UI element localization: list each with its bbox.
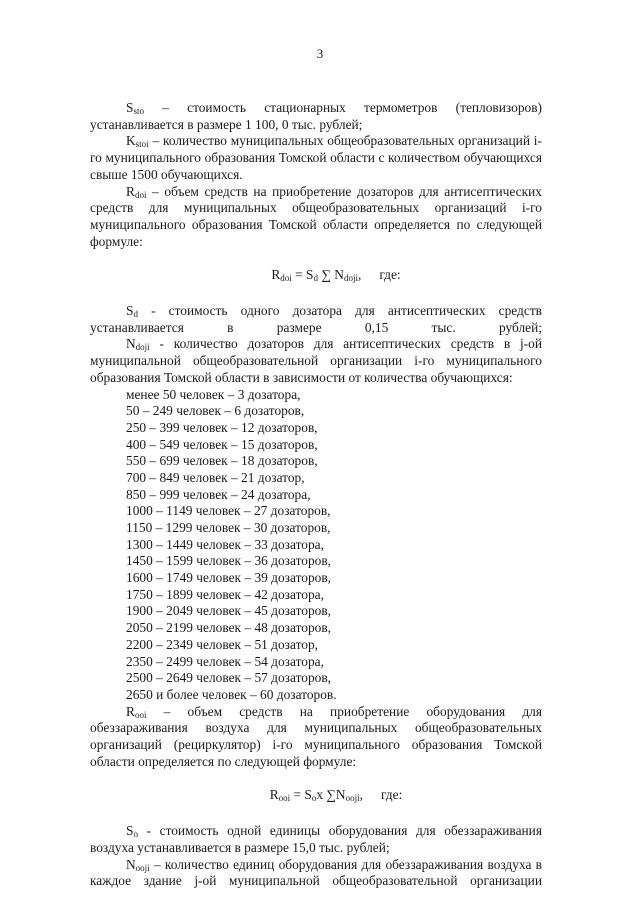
symbol: $R_{ooi}$ bbox=[126, 703, 147, 720]
list-item: 850 – 999 человек – 24 дозатора, bbox=[126, 486, 311, 502]
symbol: $S_{sto}$ bbox=[126, 100, 144, 116]
paragraph-n-doji: $N_{doji}$ - количество дозаторов для антисептических средств в j-ой муниципальной общеобразовательной организации i-го муниципального образования Томской области в зависимости от количества обучающихся: bbox=[90, 336, 542, 385]
symbol: $K_{stoi}$ bbox=[126, 133, 149, 150]
paragraph-r-ooi: $R_{ooi}$ – объем средств на приобретение оборудования для обеззараживания воздуха для муниципальных общеобразовательных организаций (рециркулятор) i-го муниципального образования Томской области определяется по следующей формуле: bbox=[90, 703, 542, 769]
paragraph-s-sto: $S_{sto}$ – стоимость стационарных термометров (тепловизоров) устанавливается в размере 1 100, 0 тыс. рублей; bbox=[90, 100, 542, 132]
list-item: 700 – 849 человек – 21 дозатор, bbox=[126, 469, 305, 485]
paragraph-r-doi: $R_{doi}$ – объем средств на приобретение дозаторов для антисептических средств для муниципальных общеобразовательных организаций i-го муниципального образования Томской области определяется по следующей формуле: bbox=[90, 183, 542, 249]
list-item: 250 – 399 человек – 12 дозаторов, bbox=[126, 419, 318, 435]
paragraph-n-ooji: $N_{ooji}$ – количество единиц оборудования для обеззараживания воздуха в каждое здание j-ой муниципальной общеобразовательной организации bbox=[90, 856, 542, 889]
symbol: $S_o$ bbox=[126, 823, 138, 840]
list-item: 400 – 549 человек – 15 дозаторов, bbox=[126, 436, 318, 452]
list-item: 2650 и более человек – 60 дозаторов. bbox=[126, 686, 337, 702]
list-item: 1300 – 1449 человек – 33 дозатора, bbox=[126, 536, 324, 552]
paragraph-s-o: $S_o$ - стоимость одной единицы оборудования для обеззараживания воздуха устанавливается в размере 15,0 тыс. рублей; bbox=[90, 823, 542, 855]
formula-air-disinfection: $R_{ooi} = S_ox$ $\sum N_{ooji}$, где: bbox=[269, 787, 403, 804]
list-item: 2200 – 2349 человек – 51 дозатор, bbox=[126, 636, 318, 652]
symbol: $R_{doi}$ bbox=[126, 183, 147, 200]
symbol: $S_d$ bbox=[126, 303, 138, 320]
list-item: 550 – 699 человек – 18 дозаторов, bbox=[126, 453, 318, 469]
paragraph-s-d: $S_d$ - стоимость одного дозатора для антисептических средств устанавливается в размере 0,15 тыс. рублей; bbox=[90, 303, 542, 335]
list-item: 2500 – 2649 человек – 57 дозаторов, bbox=[126, 670, 332, 686]
formula-where: где: bbox=[379, 267, 401, 283]
list-item: 2350 – 2499 человек – 54 дозатора, bbox=[126, 653, 324, 669]
list-item: 50 – 249 человек – 6 дозаторов, bbox=[126, 403, 305, 419]
list-item: 1000 – 1149 человек – 27 дозаторов, bbox=[126, 503, 331, 519]
symbol: $N_{ooji}$ bbox=[126, 856, 150, 873]
formula-where: где: bbox=[380, 787, 403, 803]
list-item: 1600 – 1749 человек – 39 дозаторов, bbox=[126, 570, 332, 586]
list-item: 1750 – 1899 человек – 42 дозатора, bbox=[126, 586, 324, 602]
symbol: $N_{doji}$ bbox=[126, 336, 150, 353]
list-item: менее 50 человек – 3 дозатора, bbox=[126, 386, 301, 402]
document-body bbox=[90, 100, 542, 890]
page-number: 3 bbox=[316, 47, 324, 61]
paragraph-k-stoi: $K_{stoi}$ – количество муниципальных общеобразовательных организаций i-го муниципального образования Томской области с количеством обучающихся свыше 1500 обучающихся. bbox=[90, 133, 542, 182]
list-item: 1150 – 1299 человек – 30 дозаторов, bbox=[126, 520, 331, 536]
list-item: 2050 – 2199 человек – 48 дозаторов, bbox=[126, 620, 332, 636]
list-item: 1450 – 1599 человек – 36 дозаторов, bbox=[126, 553, 332, 569]
dispenser-count-list bbox=[90, 387, 542, 704]
formula-dispensers: $R_{doi} = S_d$ ∑ $N_{doji}$, где: bbox=[271, 267, 401, 284]
list-item: 1900 – 2049 человек – 45 дозаторов, bbox=[126, 603, 332, 619]
